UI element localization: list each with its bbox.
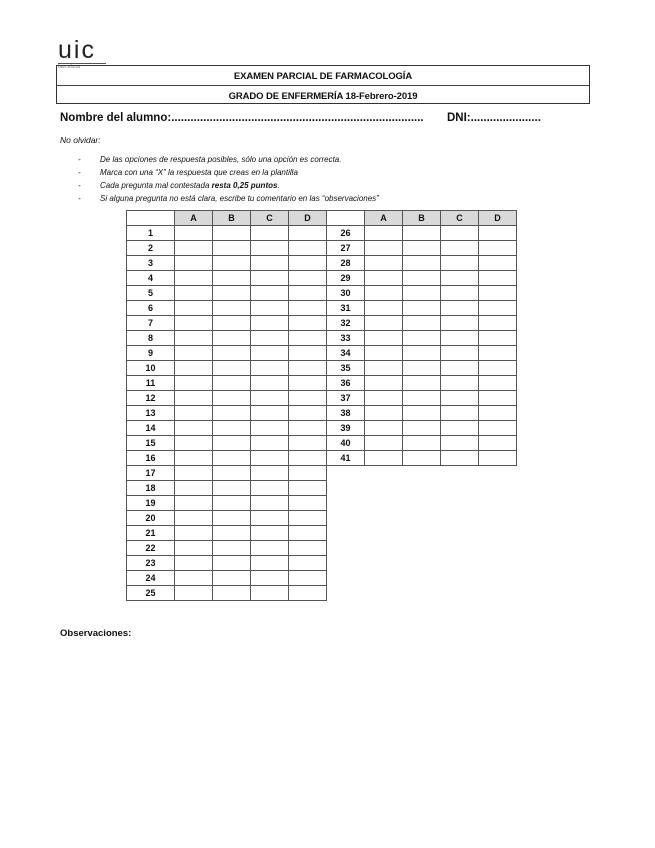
answer-cell-d[interactable] [479, 406, 517, 421]
question-number: 4 [127, 271, 175, 286]
answer-cell-a[interactable] [175, 406, 213, 421]
answer-cell-c[interactable] [251, 286, 289, 301]
answer-cell-a[interactable] [175, 361, 213, 376]
answer-cell-b[interactable] [403, 391, 441, 406]
answer-cell-a[interactable] [175, 481, 213, 496]
student-name-label: Nombre del alumno: [60, 112, 172, 124]
answer-cell-c[interactable] [251, 571, 289, 586]
grid-corner-cell [327, 211, 365, 226]
answer-cell-b[interactable] [213, 301, 251, 316]
title-divider [57, 85, 589, 86]
question-number: 23 [127, 556, 175, 571]
question-row [127, 451, 327, 466]
question-number: 33 [327, 331, 365, 346]
answer-cell-c[interactable] [441, 256, 479, 271]
question-row [327, 286, 517, 301]
student-name-dots: ............................................................................... [171, 112, 424, 124]
answer-cell-c[interactable] [441, 226, 479, 241]
answer-cell-d[interactable] [289, 466, 327, 481]
answer-cell-d[interactable] [479, 391, 517, 406]
question-number: 19 [127, 496, 175, 511]
answer-cell-b[interactable] [403, 271, 441, 286]
answer-cell-d[interactable] [289, 226, 327, 241]
answer-cell-c[interactable] [251, 346, 289, 361]
question-number: 1 [127, 226, 175, 241]
answer-cell-c[interactable] [251, 511, 289, 526]
answer-cell-d[interactable] [289, 391, 327, 406]
question-number: 17 [127, 466, 175, 481]
answer-cell-a[interactable] [175, 271, 213, 286]
bullet-dash: - [78, 168, 81, 177]
answer-cell-c[interactable] [251, 451, 289, 466]
answer-cell-c[interactable] [441, 346, 479, 361]
answer-cell-b[interactable] [213, 436, 251, 451]
question-number: 38 [327, 406, 365, 421]
answer-cell-b[interactable] [213, 451, 251, 466]
answer-cell-c[interactable] [441, 241, 479, 256]
question-number: 16 [127, 451, 175, 466]
answer-cell-c[interactable] [251, 541, 289, 556]
answer-cell-c[interactable] [251, 271, 289, 286]
answer-cell-a[interactable] [365, 271, 403, 286]
answer-cell-d[interactable] [479, 376, 517, 391]
question-row [127, 256, 327, 271]
answer-cell-d[interactable] [289, 571, 327, 586]
answer-cell-d[interactable] [479, 346, 517, 361]
answer-cell-c[interactable] [441, 361, 479, 376]
answer-cell-d[interactable] [289, 241, 327, 256]
instruction-text-post: . [277, 181, 280, 190]
exam-title: EXAMEN PARCIAL DE FARMACOLOGÍA [233, 71, 413, 82]
answer-cell-b[interactable] [213, 361, 251, 376]
answer-cell-b[interactable] [213, 271, 251, 286]
option-header-c: C [251, 211, 289, 226]
answer-cell-b[interactable] [213, 226, 251, 241]
question-row [127, 316, 327, 331]
question-number: 39 [327, 421, 365, 436]
answer-cell-b[interactable] [213, 481, 251, 496]
answer-cell-d[interactable] [289, 421, 327, 436]
reminder-heading: No olvidar: [60, 135, 101, 145]
question-number: 9 [127, 346, 175, 361]
answer-cell-c[interactable] [251, 376, 289, 391]
answer-cell-c[interactable] [251, 526, 289, 541]
question-row [127, 541, 327, 556]
logo-mark: uic [58, 36, 96, 64]
answer-cell-a[interactable] [175, 436, 213, 451]
answer-grid-left [126, 210, 327, 601]
question-row [327, 436, 517, 451]
answer-cell-d[interactable] [289, 361, 327, 376]
answer-cell-b[interactable] [403, 436, 441, 451]
answer-cell-d[interactable] [289, 541, 327, 556]
question-number: 40 [327, 436, 365, 451]
option-header-b: B [403, 211, 441, 226]
answer-cell-c[interactable] [251, 301, 289, 316]
answer-cell-a[interactable] [365, 361, 403, 376]
answer-cell-d[interactable] [479, 436, 517, 451]
answer-cell-b[interactable] [213, 496, 251, 511]
answer-cell-d[interactable] [479, 226, 517, 241]
answer-cell-b[interactable] [403, 316, 441, 331]
instruction-item [78, 166, 379, 179]
answer-cell-b[interactable] [213, 541, 251, 556]
question-row [127, 421, 327, 436]
answer-cell-a[interactable] [175, 241, 213, 256]
grid-body-left [127, 226, 327, 601]
answer-cell-a[interactable] [175, 316, 213, 331]
answer-cell-c[interactable] [441, 376, 479, 391]
answer-cell-a[interactable] [175, 541, 213, 556]
question-number: 3 [127, 256, 175, 271]
question-number: 15 [127, 436, 175, 451]
question-number: 21 [127, 526, 175, 541]
question-row [327, 331, 517, 346]
answer-cell-b[interactable] [403, 256, 441, 271]
answer-cell-d[interactable] [289, 511, 327, 526]
question-row [127, 406, 327, 421]
answer-cell-b[interactable] [213, 241, 251, 256]
answer-cell-b[interactable] [403, 406, 441, 421]
instruction-item [78, 179, 379, 192]
answer-cell-b[interactable] [213, 331, 251, 346]
answer-cell-a[interactable] [365, 421, 403, 436]
question-number: 31 [327, 301, 365, 316]
question-number: 32 [327, 316, 365, 331]
answer-cell-b[interactable] [213, 376, 251, 391]
answer-cell-d[interactable] [289, 451, 327, 466]
question-row [127, 496, 327, 511]
answer-cell-d[interactable] [479, 361, 517, 376]
question-number: 36 [327, 376, 365, 391]
question-row [127, 466, 327, 481]
answer-cell-c[interactable] [441, 451, 479, 466]
question-number: 26 [327, 226, 365, 241]
option-header-c: C [441, 211, 479, 226]
logo-subtext: barcelona [58, 63, 106, 70]
option-header-a: A [365, 211, 403, 226]
question-number: 34 [327, 346, 365, 361]
answer-cell-a[interactable] [175, 571, 213, 586]
bullet-dash: - [78, 194, 81, 203]
instruction-item [78, 192, 379, 205]
grid-corner-cell [127, 211, 175, 226]
grid-header-row [127, 211, 327, 226]
question-row [327, 421, 517, 436]
answer-cell-b[interactable] [403, 361, 441, 376]
question-number: 8 [127, 331, 175, 346]
instruction-text: De las opciones de respuesta posibles, sólo una opción es correcta. [100, 155, 342, 164]
answer-cell-a[interactable] [175, 301, 213, 316]
answer-cell-b[interactable] [403, 301, 441, 316]
bullet-dash: - [78, 181, 81, 190]
answer-cell-a[interactable] [365, 436, 403, 451]
answer-cell-c[interactable] [251, 466, 289, 481]
answer-cell-c[interactable] [251, 406, 289, 421]
question-row [327, 451, 517, 466]
answer-cell-b[interactable] [403, 226, 441, 241]
question-row [127, 571, 327, 586]
answer-cell-d[interactable] [479, 241, 517, 256]
question-number: 29 [327, 271, 365, 286]
answer-cell-a[interactable] [175, 496, 213, 511]
question-row [127, 586, 327, 601]
answer-cell-a[interactable] [175, 586, 213, 601]
answer-cell-c[interactable] [441, 406, 479, 421]
exam-title-box [56, 65, 590, 104]
question-row [127, 511, 327, 526]
answer-cell-a[interactable] [365, 256, 403, 271]
question-row [327, 376, 517, 391]
answer-cell-b[interactable] [403, 376, 441, 391]
question-number: 5 [127, 286, 175, 301]
question-row [127, 226, 327, 241]
answer-cell-c[interactable] [251, 241, 289, 256]
question-row [327, 346, 517, 361]
answer-cell-d[interactable] [289, 301, 327, 316]
question-row [127, 301, 327, 316]
answer-cell-c[interactable] [251, 361, 289, 376]
answer-cell-a[interactable] [365, 391, 403, 406]
answer-cell-b[interactable] [403, 346, 441, 361]
instruction-text: Marca con una “X” la respuesta que creas en la plantilla [100, 168, 298, 177]
option-header-d: D [289, 211, 327, 226]
answer-cell-c[interactable] [251, 496, 289, 511]
answer-cell-b[interactable] [213, 391, 251, 406]
bullet-dash: - [78, 155, 81, 164]
answer-cell-c[interactable] [441, 331, 479, 346]
answer-cell-d[interactable] [289, 526, 327, 541]
answer-cell-a[interactable] [175, 511, 213, 526]
question-number: 24 [127, 571, 175, 586]
answer-cell-d[interactable] [289, 481, 327, 496]
question-row [127, 526, 327, 541]
answer-cell-a[interactable] [365, 241, 403, 256]
answer-cell-a[interactable] [365, 226, 403, 241]
question-row [127, 376, 327, 391]
answer-cell-d[interactable] [479, 421, 517, 436]
instructions-list [78, 153, 379, 205]
question-number: 11 [127, 376, 175, 391]
answer-cell-a[interactable] [365, 376, 403, 391]
question-number: 41 [327, 451, 365, 466]
question-row [327, 391, 517, 406]
answer-cell-a[interactable] [175, 526, 213, 541]
answer-cell-c[interactable] [251, 316, 289, 331]
answer-cell-b[interactable] [403, 421, 441, 436]
answer-cell-d[interactable] [289, 271, 327, 286]
option-header-b: B [213, 211, 251, 226]
answer-cell-d[interactable] [289, 331, 327, 346]
answer-cell-a[interactable] [175, 256, 213, 271]
answer-cell-d[interactable] [479, 286, 517, 301]
question-number: 35 [327, 361, 365, 376]
question-row [327, 301, 517, 316]
answer-cell-a[interactable] [175, 376, 213, 391]
answer-cell-b[interactable] [213, 316, 251, 331]
answer-cell-d[interactable] [479, 331, 517, 346]
answer-cell-a[interactable] [175, 346, 213, 361]
answer-cell-c[interactable] [251, 556, 289, 571]
answer-cell-d[interactable] [479, 256, 517, 271]
answer-cell-a[interactable] [365, 451, 403, 466]
question-row [127, 241, 327, 256]
answer-cell-c[interactable] [251, 331, 289, 346]
question-row [127, 361, 327, 376]
question-row [327, 361, 517, 376]
question-number: 18 [127, 481, 175, 496]
student-name-field[interactable] [60, 112, 424, 124]
exam-subtitle: GRADO DE ENFERMERÍA 18-Febrero-2019 [228, 91, 418, 102]
answer-cell-d[interactable] [479, 301, 517, 316]
answer-cell-b[interactable] [403, 451, 441, 466]
answer-cell-d[interactable] [479, 451, 517, 466]
answer-cell-b[interactable] [213, 421, 251, 436]
question-row [327, 316, 517, 331]
question-row [327, 226, 517, 241]
answer-cell-c[interactable] [441, 301, 479, 316]
question-number: 30 [327, 286, 365, 301]
question-number: 6 [127, 301, 175, 316]
answer-cell-d[interactable] [289, 376, 327, 391]
question-number: 7 [127, 316, 175, 331]
answer-cell-d[interactable] [289, 436, 327, 451]
instruction-text: Si alguna pregunta no está clara, escribe tu comentario en las “observaciones” [100, 194, 379, 203]
question-number: 14 [127, 421, 175, 436]
question-row [127, 481, 327, 496]
answer-cell-d[interactable] [289, 256, 327, 271]
answer-cell-c[interactable] [251, 256, 289, 271]
dni-dots: ...................... [470, 112, 541, 124]
answer-cell-a[interactable] [365, 286, 403, 301]
answer-cell-d[interactable] [289, 556, 327, 571]
answer-cell-c[interactable] [441, 421, 479, 436]
answer-cell-d[interactable] [289, 406, 327, 421]
answer-cell-d[interactable] [479, 316, 517, 331]
question-number: 25 [127, 586, 175, 601]
answer-cell-b[interactable] [403, 241, 441, 256]
question-row [327, 271, 517, 286]
question-row [127, 391, 327, 406]
observations-label: Observaciones: [60, 628, 132, 639]
instruction-item [78, 153, 379, 166]
question-row [127, 286, 327, 301]
answer-cell-b[interactable] [213, 586, 251, 601]
option-header-d: D [479, 211, 517, 226]
question-number: 28 [327, 256, 365, 271]
answer-cell-b[interactable] [213, 286, 251, 301]
instruction-text-pre: Cada pregunta mal contestada [100, 181, 212, 190]
answer-cell-c[interactable] [441, 316, 479, 331]
dni-label: DNI: [447, 112, 471, 124]
answer-cell-b[interactable] [213, 526, 251, 541]
answer-cell-a[interactable] [365, 316, 403, 331]
answer-cell-b[interactable] [213, 406, 251, 421]
question-row [127, 556, 327, 571]
answer-cell-d[interactable] [479, 271, 517, 286]
answer-cell-a[interactable] [175, 556, 213, 571]
answer-cell-c[interactable] [251, 436, 289, 451]
question-number: 12 [127, 391, 175, 406]
answer-cell-c[interactable] [251, 391, 289, 406]
question-row [127, 331, 327, 346]
answer-cell-b[interactable] [213, 571, 251, 586]
answer-cell-a[interactable] [175, 451, 213, 466]
answer-cell-b[interactable] [213, 346, 251, 361]
answer-cell-d[interactable] [289, 496, 327, 511]
answer-cell-c[interactable] [251, 586, 289, 601]
question-number: 13 [127, 406, 175, 421]
answer-cell-c[interactable] [251, 226, 289, 241]
question-row [327, 241, 517, 256]
answer-cell-a[interactable] [365, 301, 403, 316]
answer-cell-a[interactable] [175, 331, 213, 346]
answer-cell-b[interactable] [213, 511, 251, 526]
answer-cell-d[interactable] [289, 286, 327, 301]
answer-cell-d[interactable] [289, 316, 327, 331]
grid-header-row [327, 211, 517, 226]
answer-cell-b[interactable] [213, 466, 251, 481]
answer-cell-c[interactable] [251, 421, 289, 436]
answer-cell-a[interactable] [175, 391, 213, 406]
question-number: 22 [127, 541, 175, 556]
answer-cell-a[interactable] [175, 286, 213, 301]
answer-cell-a[interactable] [365, 346, 403, 361]
question-row [127, 271, 327, 286]
option-header-a: A [175, 211, 213, 226]
answer-cell-a[interactable] [175, 466, 213, 481]
answer-cell-c[interactable] [441, 271, 479, 286]
question-number: 37 [327, 391, 365, 406]
answer-cell-a[interactable] [365, 331, 403, 346]
dni-field[interactable] [447, 112, 541, 124]
instruction-text-bold: resta 0,25 puntos [211, 181, 278, 190]
answer-cell-d[interactable] [289, 586, 327, 601]
question-row [327, 256, 517, 271]
answer-grid-right [326, 210, 517, 466]
question-number: 27 [327, 241, 365, 256]
answer-cell-a[interactable] [365, 406, 403, 421]
answer-cell-c[interactable] [251, 481, 289, 496]
answer-cell-b[interactable] [213, 556, 251, 571]
answer-cell-c[interactable] [441, 391, 479, 406]
answer-cell-b[interactable] [403, 286, 441, 301]
question-row [327, 406, 517, 421]
question-row [127, 436, 327, 451]
answer-cell-b[interactable] [213, 256, 251, 271]
answer-cell-a[interactable] [175, 421, 213, 436]
question-number: 10 [127, 361, 175, 376]
question-row [127, 346, 327, 361]
answer-cell-c[interactable] [441, 436, 479, 451]
grid-body-right [327, 226, 517, 466]
answer-cell-b[interactable] [403, 331, 441, 346]
question-number: 20 [127, 511, 175, 526]
answer-cell-c[interactable] [441, 286, 479, 301]
answer-cell-d[interactable] [289, 346, 327, 361]
question-number: 2 [127, 241, 175, 256]
answer-cell-a[interactable] [175, 226, 213, 241]
